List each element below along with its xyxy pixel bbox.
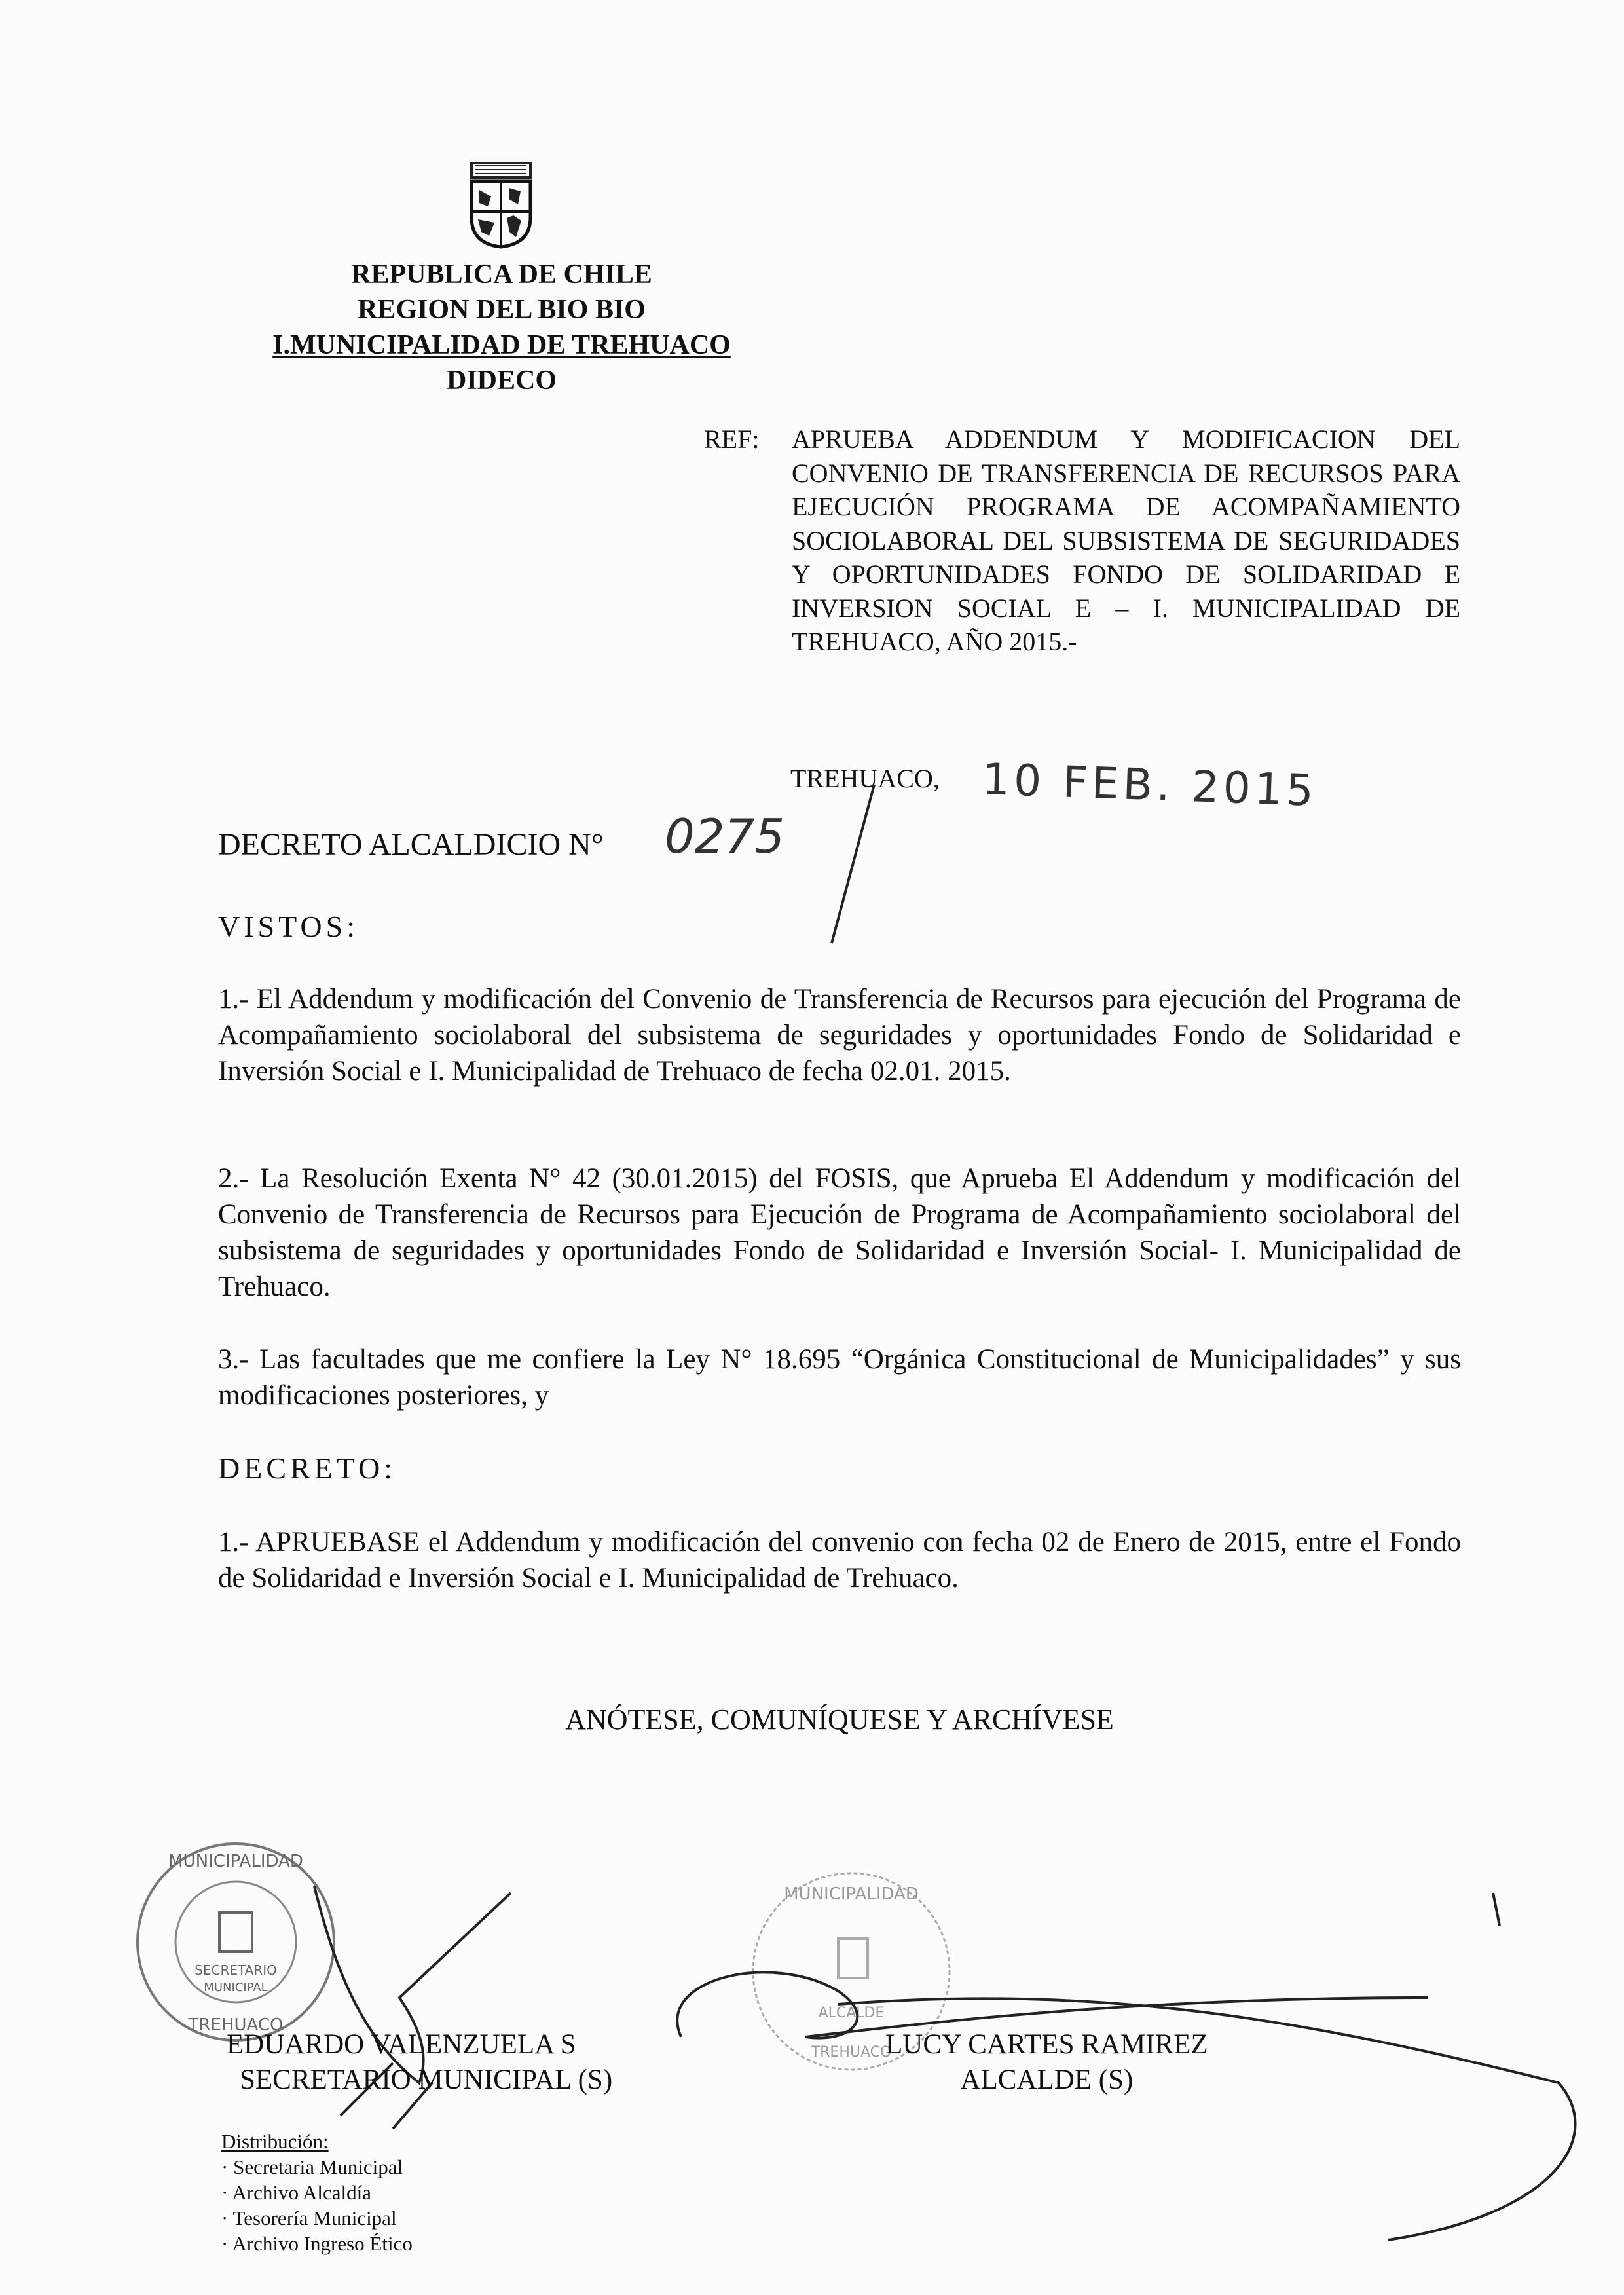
- header: [240, 257, 764, 398]
- decree-label: DECRETO ALCALDICIO N°: [218, 827, 604, 862]
- header-country: REPUBLICA DE CHILE: [351, 259, 652, 289]
- vistos-item-2: 2.- La Resolución Exenta N° 42 (30.01.2015) del FOSIS, que Aprueba El Addendum y modificación del Convenio de Transferencia de Recursos para Ejecución de Programa de Acompañamiento sociolaboral del subsistema de seguridades y oportunidades Fondo de Solidaridad e Inversión Social- I. Municipalidad de Trehuaco.: [218, 1163, 1461, 1302]
- municipal-crest-logo: [466, 160, 536, 249]
- mayor-name: LUCY CARTES RAMIREZ: [885, 2029, 1208, 2060]
- decreto-heading: DECRETO:: [218, 1451, 397, 1485]
- distribution-heading: Distribución:: [221, 2130, 329, 2153]
- decreto-item-1: 1.- APRUEBASE el Addendum y modificación del convenio con fecha 02 de Enero de 2015, entre el Fondo de Solidaridad e Inversión Social e I. Municipalidad de Trehuaco.: [218, 1527, 1461, 1594]
- ref-label: REF:: [704, 424, 760, 454]
- vistos-item-1: 1.- El Addendum y modificación del Convenio de Transferencia de Recursos para ejecución del Programa de Acompañamiento sociolaboral del subsistema de seguridades y oportunidades Fondo de Solidaridad e Inversión Social e I. Municipalidad de Trehuaco de fecha 02.01. 2015.: [218, 984, 1461, 1087]
- secretary-title: SECRETARIO MUNICIPAL (S): [240, 2064, 613, 2095]
- svg-text:TREHUACO: TREHUACO: [811, 2044, 892, 2061]
- distribution-item: · Secretaria Municipal: [221, 2155, 403, 2178]
- closing-formula: ANÓTESE, COMUNÍQUESE Y ARCHÍVESE: [565, 1704, 1114, 1736]
- reference-block: [704, 422, 1460, 659]
- ref-text: APRUEBA ADDENDUM Y MODIFICACION DEL CONVENIO DE TRANSFERENCIA DE RECURSOS PARA EJECUCIÓN PROGRAMA DE ACOMPAÑAMIENTO SOCIOLABORAL DEL SUBSISTEMA DE SEGURIDADES Y OPORTUNIDADES FONDO DE SOLIDARIDAD E INVERSION SOCIAL E – I. MUNICIPALIDAD DE TREHUACO, AÑO 2015.-: [792, 424, 1460, 656]
- distribution-item-label: Archivo Ingreso Ético: [232, 2232, 413, 2255]
- svg-text:SECRETARIO: SECRETARIO: [194, 1962, 277, 1978]
- signatory-secretary: [227, 2027, 612, 2098]
- distribution-list: [221, 2129, 413, 2256]
- distribution-item: · Archivo Ingreso Ético: [221, 2232, 413, 2255]
- mayor-title: ALCALDE (S): [960, 2064, 1134, 2095]
- signatory-mayor: [885, 2027, 1208, 2098]
- svg-text:MUNICIPALIDAD: MUNICIPALIDAD: [784, 1884, 919, 1904]
- svg-text:TREHUACO: TREHUACO: [188, 2015, 284, 2035]
- distribution-item-label: Secretaria Municipal: [233, 2155, 403, 2178]
- header-region: REGION DEL BIO BIO: [358, 295, 646, 325]
- place-label: TREHUACO,: [790, 764, 940, 793]
- header-department: DIDECO: [446, 365, 557, 396]
- distribution-item-label: Archivo Alcaldía: [232, 2181, 372, 2204]
- header-municipality: I.MUNICIPALIDAD DE TREHUACO: [272, 330, 731, 360]
- vistos-item-3: 3.- Las facultades que me confiere la Ley N° 18.695 “Orgánica Constitucional de Municipalidades” y sus modificaciones posteriores, y: [218, 1344, 1461, 1411]
- handwritten-slash-mark: [812, 779, 891, 950]
- svg-text:ALCALDE: ALCALDE: [818, 2005, 885, 2021]
- date-stamp: 10 FEB. 2015: [981, 754, 1319, 816]
- distribution-item-label: Tesorería Municipal: [232, 2207, 397, 2230]
- vistos-heading: VISTOS:: [218, 910, 359, 943]
- svg-text:MUNICIPALIDAD: MUNICIPALIDAD: [168, 1852, 303, 1871]
- decree-number-handwritten: 0275: [665, 809, 785, 864]
- svg-text:MUNICIPAL: MUNICIPAL: [204, 1981, 268, 1994]
- distribution-item: · Archivo Alcaldía: [221, 2181, 372, 2204]
- distribution-item: · Tesorería Municipal: [221, 2207, 397, 2230]
- secretary-name: EDUARDO VALENZUELA S: [227, 2029, 576, 2060]
